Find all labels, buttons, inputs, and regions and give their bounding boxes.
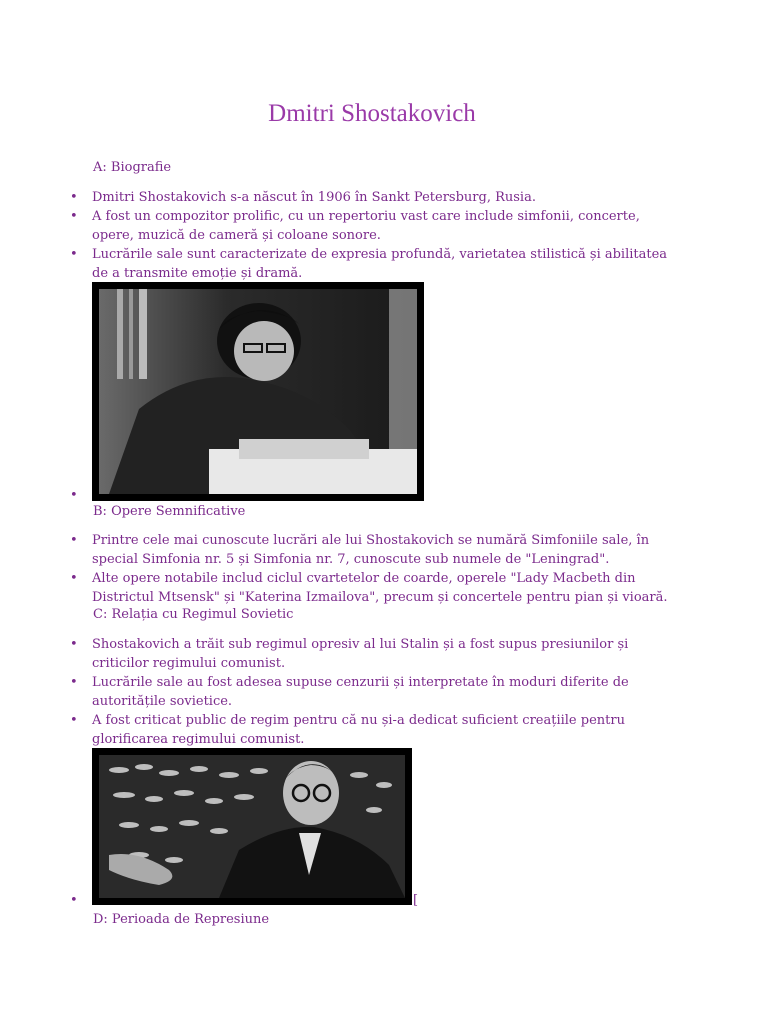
image-bullet: •: [70, 893, 78, 908]
section-a-heading: A: Biografie: [93, 160, 172, 175]
section-c-heading: C: Relația cu Regimul Sovietic: [93, 607, 294, 622]
photo-shostakovich-portrait: [92, 748, 412, 905]
bullet-icon: •: [70, 247, 78, 262]
list-item: • Alte opere notabile includ ciclul cvartetelor de coarde, operele "Lady Macbeth din Districtul Mtsensk" și "Katerina Izmailova", precum și concertele pentru pian și vioară.: [70, 571, 668, 605]
list-item: • A fost un compozitor prolific, cu un repertoriu vast care include simfonii, concerte, opere, muzică de cameră și coloane sonore.: [70, 209, 640, 243]
bullet-icon: •: [70, 675, 78, 690]
bullet-icon: •: [70, 190, 78, 205]
bullet-icon: •: [70, 637, 78, 652]
list-item: • A fost criticat public de regim pentru că nu și-a dedicat suficient creațiile pentru glorificarea regimului comunist.: [70, 713, 625, 747]
section-d-heading: D: Perioada de Represiune: [93, 912, 270, 927]
section-b-heading: B: Opere Semnificative: [93, 504, 246, 519]
section-a-list: [70, 188, 670, 283]
list-item: • Shostakovich a trăit sub regimul opresiv al lui Stalin și a fost supus presiunilor și criticilor regimului comunist.: [70, 637, 629, 671]
section-b-list: [70, 531, 670, 607]
bullet-icon: •: [70, 713, 78, 728]
list-item: • Dmitri Shostakovich s-a născut în 1906 în Sankt Petersburg, Rusia.: [70, 190, 536, 205]
list-item: • Lucrările sale sunt caracterizate de expresia profundă, varietatea stilistică și abilitatea de a transmite emoție și dramă.: [70, 247, 668, 281]
bullet-icon: •: [70, 571, 78, 586]
document-title: Dmitri Shostakovich: [268, 100, 476, 127]
section-c-list: [70, 635, 670, 749]
list-item: • Lucrările sale au fost adesea supuse cenzurii și interpretate în moduri diferite de autoritățile sovietice.: [70, 675, 629, 709]
photo-shostakovich-writing: [92, 282, 424, 501]
portrait-illustration-1: [99, 289, 417, 494]
image-bullet: •: [70, 488, 78, 503]
bullet-icon: •: [70, 533, 78, 548]
bullet-icon: •: [70, 209, 78, 224]
portrait-illustration-2: [99, 755, 405, 898]
trailing-bracket: [: [413, 893, 419, 908]
list-item: • Printre cele mai cunoscute lucrări ale lui Shostakovich se numără Simfoniile sale, în special Simfonia nr. 5 și Simfonia nr. 7, cunoscute sub numele de "Leningrad".: [70, 533, 650, 567]
